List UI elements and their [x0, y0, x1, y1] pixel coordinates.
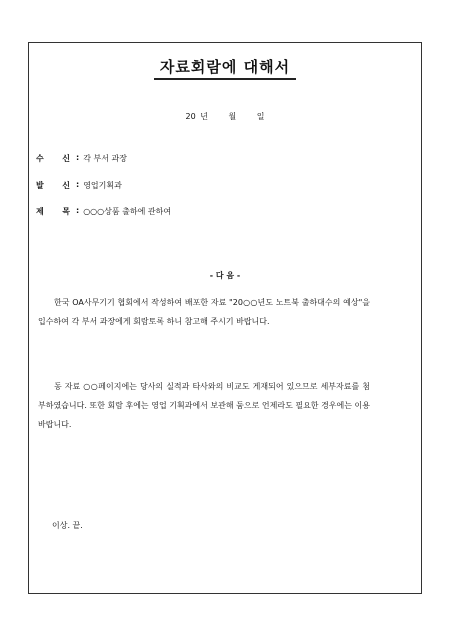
date-line	[0, 111, 450, 122]
recipient-value: 각 부서 과장	[83, 154, 127, 163]
separator: :	[76, 206, 80, 215]
field-subject	[36, 206, 171, 217]
body-paragraph-1: 한국 OA사무기기 협회에서 작성하여 배포한 자료 "20○○년도 노트북 출하대수의 예상"을 입수하여 각 부서 과장에게 회람토록 하니 참고해 주시기 바랍니다.	[38, 298, 370, 326]
date-day: 일	[256, 112, 265, 121]
closing-text: 이상. 끝.	[52, 521, 83, 530]
section-heading: - 다 음 -	[209, 271, 241, 280]
sender-label: 발 신	[36, 181, 70, 190]
title-text: 자료회람에 대해서	[154, 58, 296, 80]
date-month: 월	[228, 112, 237, 121]
recipient-label: 수 신	[36, 154, 70, 163]
field-sender	[36, 180, 122, 191]
subject-label: 제 목	[36, 207, 70, 216]
field-recipient	[36, 153, 127, 164]
separator: :	[76, 153, 80, 162]
date-year: 20 년	[185, 112, 208, 121]
subject-value: ○○○상품 출하에 관하여	[83, 207, 172, 216]
body-paragraph-2: 동 자료 ○○페이지에는 당사의 실적과 타사와의 비교도 게재되어 있으므로 세부자료를 첨부하였습니다. 또한 회람 후에는 영업 기획과에서 보관해 둠으로 언제라도 필요한 경우에는 이용바랍니다.	[38, 382, 370, 429]
document-title	[0, 56, 450, 77]
sender-value: 영업기획과	[83, 181, 122, 190]
separator: :	[76, 180, 80, 189]
